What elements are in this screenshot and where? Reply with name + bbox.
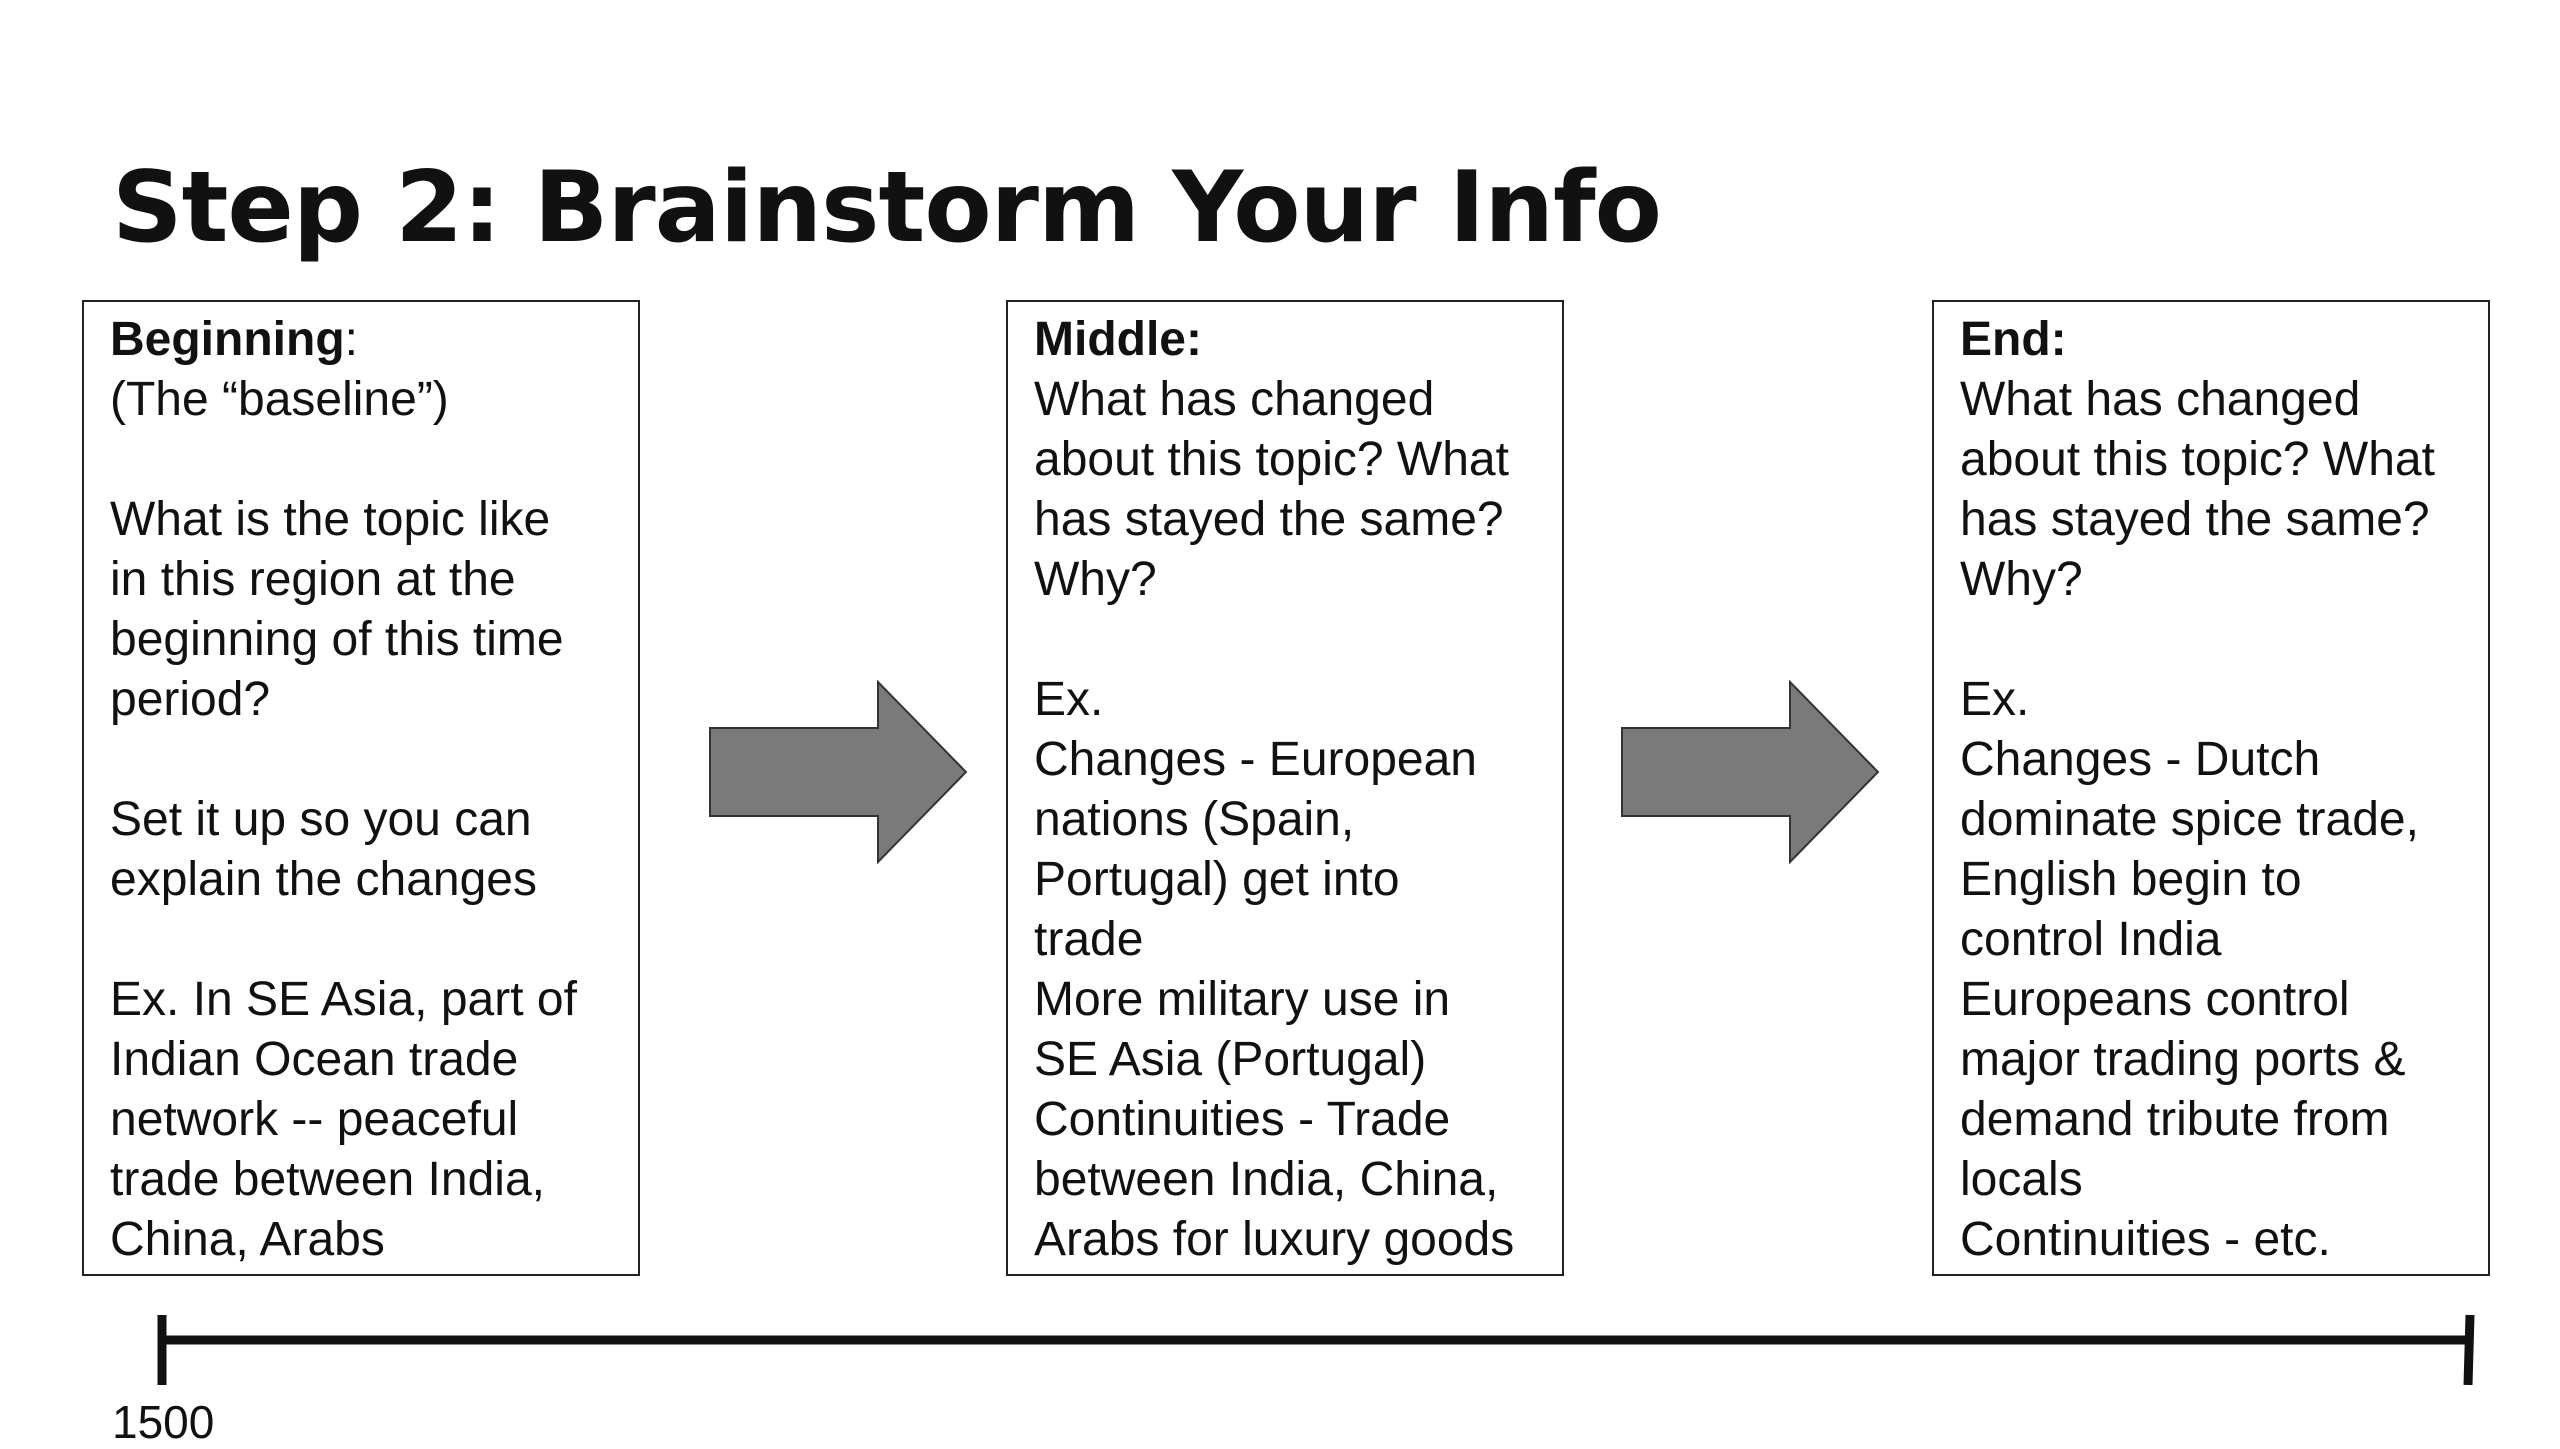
middle-line: Why? <box>1034 553 1157 606</box>
middle-line: What has changed <box>1034 373 1435 426</box>
end-line: English begin to <box>1960 853 2302 906</box>
end-line: demand tribute from <box>1960 1093 2390 1146</box>
middle-heading: Middle: <box>1034 313 1202 366</box>
timeline-start-label: 1500 <box>112 1396 215 1448</box>
beginning-line: Set it up so you can <box>110 793 532 846</box>
beginning-heading-colon: : <box>344 313 358 366</box>
middle-line: between India, China, <box>1034 1153 1499 1206</box>
middle-line: Ex. <box>1034 673 1104 726</box>
middle-line: nations (Spain, <box>1034 793 1355 846</box>
middle-line: has stayed the same? <box>1034 493 1504 546</box>
beginning-line: Ex. In SE Asia, part of <box>110 973 577 1026</box>
middle-line: trade <box>1034 913 1144 966</box>
beginning-line: in this region at the <box>110 553 516 606</box>
right-arrow-icon <box>708 680 968 864</box>
timeline <box>150 1305 2480 1385</box>
end-line: has stayed the same? <box>1960 493 2430 546</box>
middle-line: Changes - European <box>1034 733 1477 786</box>
beginning-line: What is the topic like <box>110 493 551 546</box>
beginning-line: explain the changes <box>110 853 537 906</box>
end-line: about this topic? What <box>1960 433 2435 486</box>
middle-box <box>1006 300 1564 1276</box>
end-heading: End: <box>1960 313 2067 366</box>
middle-line: Arabs for luxury goods <box>1034 1213 1515 1266</box>
page-title: Step 2: Brainstorm Your Info <box>112 151 1661 265</box>
end-line: control India <box>1960 913 2222 966</box>
middle-line: SE Asia (Portugal) <box>1034 1033 1427 1086</box>
timeline-end-tick <box>2468 1315 2470 1385</box>
end-line: major trading ports & <box>1960 1033 2406 1086</box>
middle-line: Continuities - Trade <box>1034 1093 1451 1146</box>
end-line: Why? <box>1960 553 2083 606</box>
end-line: dominate spice trade, <box>1960 793 2419 846</box>
beginning-line: period? <box>110 673 271 726</box>
middle-line: Portugal) get into <box>1034 853 1400 906</box>
beginning-line: Indian Ocean trade <box>110 1033 519 1086</box>
right-arrow-icon <box>1620 680 1880 864</box>
beginning-line: (The “baseline”) <box>110 373 449 426</box>
beginning-line: trade between India, <box>110 1153 545 1206</box>
end-line: Europeans control <box>1960 973 2350 1026</box>
beginning-box <box>82 300 640 1276</box>
end-line: Ex. <box>1960 673 2030 726</box>
beginning-line: beginning of this time <box>110 613 564 666</box>
end-line: Continuities - etc. <box>1960 1213 2331 1266</box>
beginning-line: network -- peaceful <box>110 1093 519 1146</box>
end-box <box>1932 300 2490 1276</box>
end-line: Changes - Dutch <box>1960 733 2321 786</box>
end-line: locals <box>1960 1153 2083 1206</box>
beginning-line: China, Arabs <box>110 1213 385 1266</box>
middle-line: about this topic? What <box>1034 433 1509 486</box>
middle-line: More military use in <box>1034 973 1451 1026</box>
beginning-heading: Beginning <box>110 313 345 366</box>
end-line: What has changed <box>1960 373 2361 426</box>
